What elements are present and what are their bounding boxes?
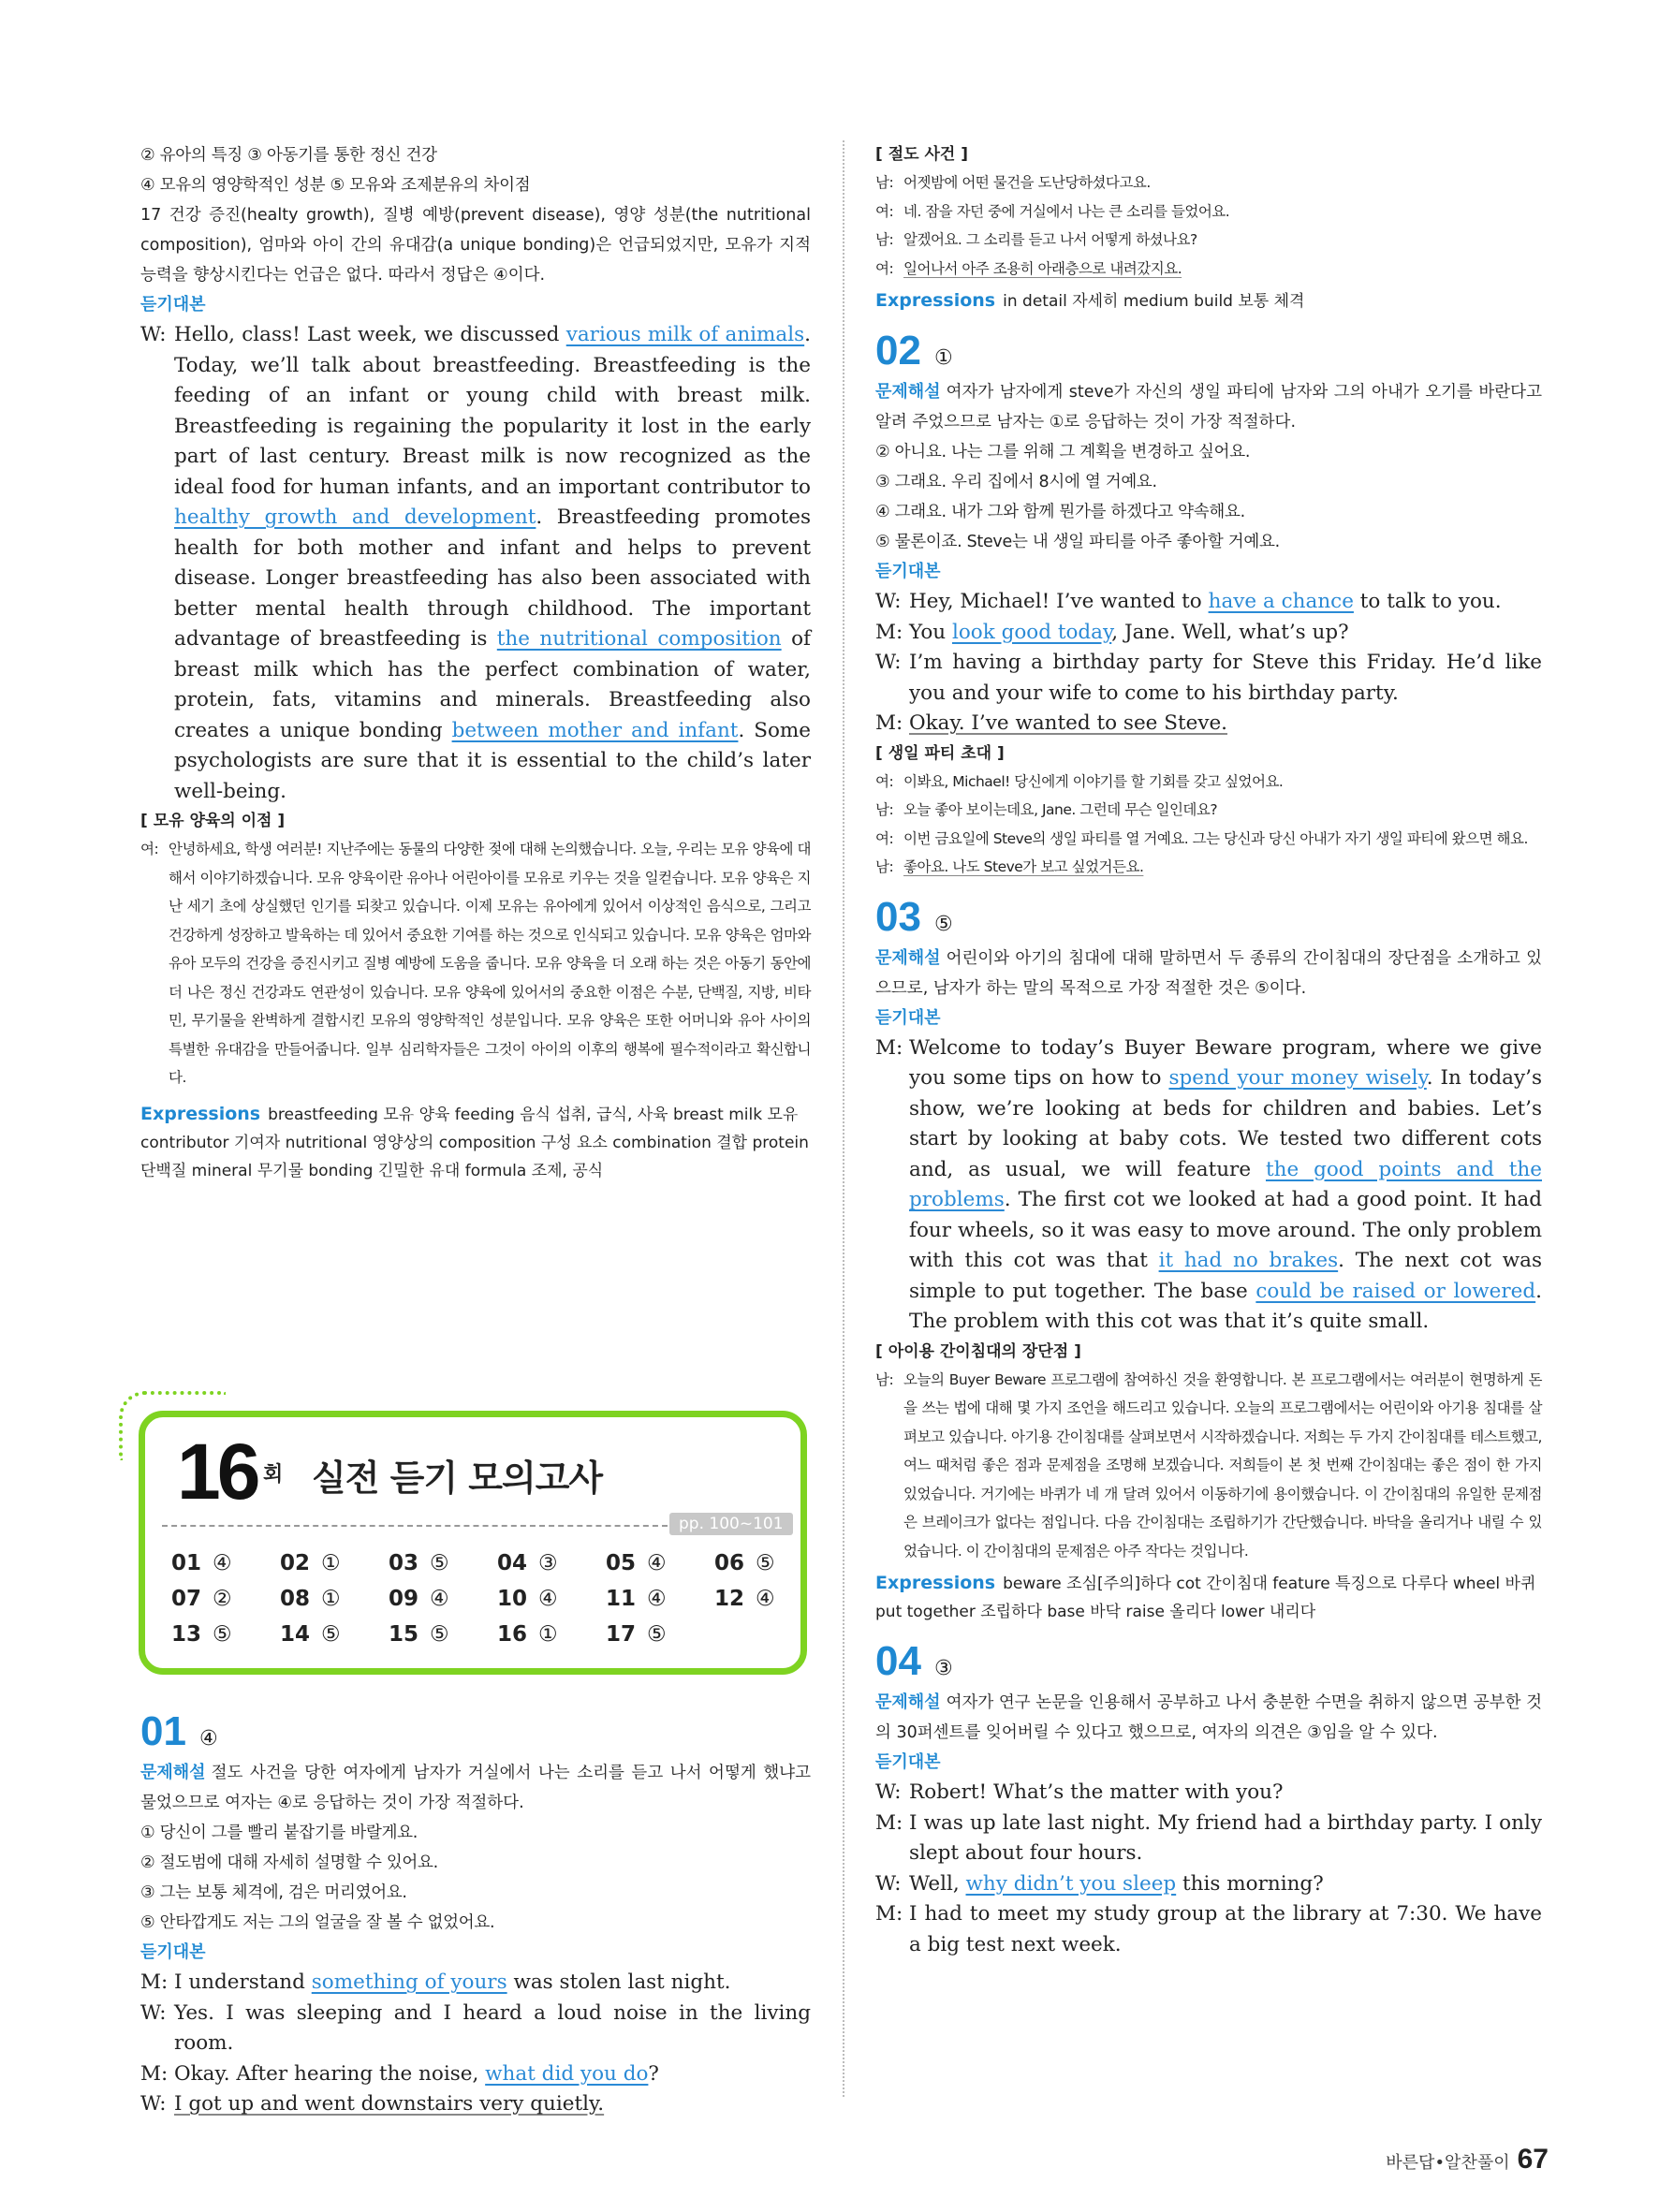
answer-question-number: 04 [497,1551,528,1575]
answer-cell [389,1584,497,1614]
test-number: 16 [177,1428,257,1516]
blank-answer: what did you do [485,2061,649,2086]
translation-dialogue [875,768,1542,882]
option-line: ② 아니요. 나는 그를 위해 그 계획을 변경하고 싶어요. [875,443,1251,461]
script-label: 듣기대본 [875,1752,941,1772]
dialogue-line: M: You look good today, Jane. Well, what’s up? [875,620,1349,644]
answer-cell [714,1548,823,1578]
translation-line: 남: 어젯밤에 어떤 물건을 도난당하셨다고요. [875,174,1151,191]
script-passage: M: Welcome to today’s Buyer Beware program, where we give you some tips on how to spend your money wisely. In today’s show, we’re looking at beds for children and babies. Let’s start by looking at baby cots. We tested two different cots and, as usual, we will feature the good points and the problems. The first cot we looked at had a good point. It had four wheels, so it was easy to move around. The only problem with this cot was that it had no brakes. The next cot was simple to put together. The base could be raised or lowered. The problem with this cot was that it’s quite small. [875,1035,1542,1333]
answer-choice: ① [321,1551,341,1575]
column-divider [843,140,845,2097]
blank-answer: could be raised or lowered [1255,1279,1536,1303]
answer-cell [280,1548,389,1578]
option-line: ② 절도범에 대해 자세히 설명할 수 있어요. [140,1853,438,1872]
solution: 문제해설 어린이와 아기의 침대에 대해 말하면서 두 종류의 간이침대의 장단점을 소개하고 있으므로, 남자가 하는 말의 목적으로 가장 적절한 것은 ⑤이다. [875,947,1542,998]
answer-cell [497,1619,606,1649]
answer-cell [606,1584,714,1614]
script-passage: W: Hello, class! Last week, we discussed various milk of animals. Today, we’ll talk about breastfeeding. Breastfeeding is the feeding of an infant or young child with breast milk. Breastfeeding is regaining the popularity it lost in the early part of last century. Breast milk is now recognized as the ideal food for human infants, and an important contributor to healthy growth and development. Breastfeeding promotes health for both mother and infant and helps to prevent disease. Longer breastfeeding has also been associated with better mental health through childhood. The important advantage of breastfeeding is the nutritional composition of breast milk which has the perfect combination of water, protein, fats, vitamins and minerals. Breastfeeding also creates a unique bonding between mother and infant. Some psychologists are sure that it is essential to the child’s later well-being. [140,323,812,803]
translation-passage: 남: 오늘의 Buyer Beware 프로그램에 참여하신 것을 환영합니다. 본 프로그램에서는 여러분이 현명하게 돈을 쓰는 법에 대해 몇 가지 조언을 해드리고 있습니다. 오늘의 프로그램에서는 어린이와 아기용 침대를 살펴보고 있습니다. 아기용 간이침대를 살펴보면서 시작하겠습니다. 저희는 두 가지 간이침대를 테스트했고, 여느 때처럼 좋은 점과 문제점을 조명해 보겠습니다. 저희들이 본 첫 번째 간이침대는 좋은 점이 한 가지 있었습니다. 거기에는 바퀴가 네 개 달려 있어서 이동하기에 용이했습니다. 이 간이침대의 유일한 문제점은 브레이크가 없다는 점입니다. 다음 간이침대는 조립하기가 간단했습니다. 바닥을 올리거나 내릴 수 있었습니다. 이 간이침대의 문제점은 아주 작다는 것입니다. [875,1370,1542,1560]
translation-line: 여: 이번 금요일에 Steve의 생일 파티를 열 거예요. 그는 당신과 당신 아내가 자기 생일 파티에 왔으면 해요. [875,829,1528,847]
expressions: Expressions in detail 자세히 medium build 보통 체격 [875,290,1305,311]
answer-choice: ① [538,1622,558,1647]
script-dialogue [140,1968,811,2120]
option-line: ④ 그래요. 내가 그와 함께 뭔가를 하겠다고 약속해요. [875,503,1245,521]
dialogue-line: M: I understand something of yours was stolen last night. [140,1970,731,1994]
answer-choice: ⑤ [430,1551,449,1575]
question-number: 01 [140,1708,186,1754]
answer-cell [280,1619,389,1649]
answer-question-number: 12 [714,1587,745,1611]
script-dialogue [875,1778,1542,1960]
dialogue-line: W: Yes. I was sleeping and I heard a loud noise in the living room. [140,2000,811,2055]
answer-question-number: 16 [497,1622,528,1647]
translation-title: [ 모유 양육의 이점 ] [140,812,286,830]
translation-line: 남: 알겠어요. 그 소리를 듣고 나서 어떻게 하셨나요? [875,231,1197,248]
question-01 [140,1696,811,2120]
blank-answer: between mother and infant [451,718,739,742]
underlined-answer: I got up and went downstairs very quietly. [174,2092,605,2116]
blank-answer: it had no brakes [1158,1249,1339,1272]
dialogue-line: M: Okay. After hearing the noise, what did you do? [140,2061,659,2086]
answer-cell [497,1548,606,1578]
translation-line: 남: 좋아요. 나도 Steve가 보고 싶었거든요. [875,858,1144,875]
expressions: Expressions breastfeeding 모유 양육 feeding 음식 섭취, 급식, 사육 breast milk 모유 contributor 기여자 nutritional 영양상의 composition 구성 요소 combination 결합 protein 단백질 mineral 무기물 bonding 긴밀한 유대 formula 조제, 공식 [140,1103,809,1180]
translation-passage: 여: 안녕하세요, 학생 여러분! 지난주에는 동물의 다양한 젖에 대해 논의했습니다. 오늘, 우리는 모유 양육에 대해서 이야기하겠습니다. 모유 양육이란 유아나 어린아이를 모유로 키우는 것을 일컫습니다. 모유 양육은 지난 세기 초에 상실했던 인기를 되찾고 있습니다. 이제 모유는 유아에게 있어서 이상적인 음식으로, 그리고 건강하게 성장하고 발육하는 데 있어서 중요한 기여를 하는 것으로 인식되고 있습니다. 모유 양육은 엄마와 유아 모두의 건강을 증진시키고 질병 예방에 도움을 줍니다. 모유 양육을 더 오래 하는 것은 아동기 동안에 더 나은 정신 건강과도 연관성이 있습니다. 모유 양육에 있어서의 중요한 이점은 수분, 단백질, 지방, 비타민, 무기물을 완벽하게 결합시킨 모유의 영양학적인 성분입니다. 모유 양육은 또한 어머니와 유아 사이의 특별한 유대감을 만들어줍니다. 일부 심리학자들은 그것이 아이의 이후의 행복에 필수적이라고 확신합니다. [140,841,811,1086]
dialogue-line: W: I got up and went downstairs very quietly. [140,2092,605,2116]
answer-choice: ④ [430,1587,449,1611]
answer-choice: ① [321,1587,341,1611]
answer-choice: ⑤ [321,1622,341,1647]
answer-choice: ④ [647,1587,667,1611]
answer-choice: ⑤ [756,1551,775,1575]
translation-dialogue [875,168,1542,283]
question-answer: ⑤ [933,912,953,936]
page-number: 67 [1517,2144,1549,2175]
answer-choice: ④ [647,1551,667,1575]
answer-cell [389,1619,497,1649]
blank-answer: why didn’t you sleep [965,1871,1177,1896]
answer-question-number: 10 [497,1587,528,1611]
solution: 문제해설 절도 사건을 당한 여자에게 남자가 거실에서 나는 소리를 듣고 나서 어떻게 했냐고 물었으므로 여자는 ④로 응답하는 것이 가장 적절하다. [140,1763,811,1812]
answer-choice: ④ [756,1587,775,1611]
answer-cell [606,1548,714,1578]
dialogue-line: W: I’m having a birthday party for Steve this Friday. He’d like you and your wife to come to his birthday party. [875,651,1542,705]
solution: 문제해설 여자가 남자에게 steve가 자신의 생일 파티에 남자와 그의 아내가 오기를 바란다고 알려 주었으므로 남자는 ①로 응답하는 것이 가장 적절하다. [875,382,1542,432]
answer-choice: ⑤ [647,1622,667,1647]
answer-question-number: 06 [714,1551,745,1575]
question-answer: ④ [198,1727,218,1751]
answer-choice: ③ [538,1551,558,1575]
script-label: 듣기대본 [875,562,941,581]
expressions: Expressions beware 조심[주의]하다 cot 간이침대 feature 특징으로 다루다 wheel 바퀴 put together 조립하다 base 바닥 raise 올리다 lower 내리다 [875,1573,1536,1621]
page-footer [1386,2144,1549,2175]
question-number: 04 [875,1638,921,1684]
answer-cell [714,1584,823,1614]
option-line: ① 당신이 그를 빨리 붙잡기를 바랄게요. [140,1824,418,1842]
script-label: 듣기대본 [140,295,206,315]
answer-question-number: 17 [606,1622,637,1647]
question-answer: ③ [933,1657,953,1680]
blank-answer: look good today [951,620,1112,644]
answer-question-number: 07 [171,1587,202,1611]
test-title: 실전 듣기 모의고사 [312,1458,603,1499]
dialogue-line: M: I had to meet my study group at the library at 7:30. We have a big test next week. [875,1902,1542,1956]
answer-choice: ② [213,1587,232,1611]
translation-title: [ 아이용 간이침대의 장단점 ] [875,1341,1081,1361]
answer-grid [171,1548,823,1649]
answer-cell [606,1619,714,1649]
solution-17: 17 건강 증진(healty growth), 질병 예방(prevent disease), 영양 성분(the nutritional composition), 엄마와 아이 간의 유대감(a unique bonding)은 언급되었지만, 모유가 지적 능력을 향상시킨다는 언급은 없다. 따라서 정답은 ④이다. [140,206,811,285]
script-label: 듣기대본 [140,1942,206,1962]
test-number-suffix: 회 [263,1463,284,1487]
answer-cell [171,1548,280,1578]
blank-answer: something of yours [311,1970,507,1994]
script-label: 듣기대본 [875,1007,941,1028]
answer-cell [389,1548,497,1578]
answer-cell [497,1584,606,1614]
question-number: 02 [875,328,921,374]
blank-answer: the nutritional composition [496,627,782,651]
dialogue-line: M: Okay. I’ve wanted to see Steve. [875,711,1228,735]
answer-question-number: 03 [389,1551,419,1575]
answer-question-number: 13 [171,1622,202,1647]
translation-line: 여: 네. 잠을 자던 중에 거실에서 나는 큰 소리를 들었어요. [875,202,1230,220]
answer-key-box [139,1411,807,1675]
option-line: ⑤ 물론이죠. Steve는 내 생일 파티를 아주 좋아할 거예요. [875,533,1280,551]
dialogue-line: M: I was up late last night. My friend had a birthday party. I only slept about four hours. [875,1810,1542,1865]
option-line: ④ 모유의 영양학적인 성분 ⑤ 모유와 조제분유의 차이점 [140,176,531,195]
answer-question-number: 11 [606,1587,637,1611]
option-line: ③ 그래요. 우리 집에서 8시에 열 거예요. [875,473,1157,491]
question-number: 03 [875,893,921,940]
blank-answer: the good points and the problems [909,1157,1542,1211]
answer-choice: ⑤ [213,1622,232,1647]
answer-question-number: 05 [606,1551,637,1575]
dialogue-line: W: Hey, Michael! I’ve wanted to have a chance to talk to you. [875,590,1502,613]
right-column [875,140,1542,1960]
blank-answer: spend your money wisely [1168,1066,1427,1090]
script-dialogue [875,587,1542,740]
answer-question-number: 08 [280,1587,311,1611]
answer-question-number: 09 [389,1587,419,1611]
translation-line: 남: 오늘 좋아 보이는데요, Jane. 그런데 무슨 일인데요? [875,801,1218,818]
blank-answer: have a chance [1208,590,1354,613]
book-title: 바른답•알찬풀이 [1386,2153,1510,2173]
answer-question-number: 02 [280,1551,311,1575]
answer-choice: ⑤ [430,1622,449,1647]
dashed-divider [162,1525,668,1527]
answer-choice: ④ [538,1587,558,1611]
left-column [140,140,811,1185]
blank-answer: healthy growth and development [174,505,536,529]
option-line: ③ 그는 보통 체격에, 검은 머리였어요. [140,1883,407,1902]
solution: 문제해설 여자가 연구 논문을 인용해서 공부하고 나서 충분한 수면을 취하지 않으면 공부한 것의 30퍼센트를 잊어버릴 수 있다고 했으므로, 여자의 의견은 ③임을 알 수 있다. [875,1692,1542,1742]
translation-title: [ 생일 파티 초대 ] [875,743,1005,763]
translation-line: 여: 일어나서 아주 조용히 아래층으로 내려갔지요. [875,259,1182,277]
blank-answer: various milk of animals [565,323,805,346]
option-line: ② 유아의 특징 ③ 아동기를 통한 정신 건강 [140,146,437,165]
answer-cell [171,1619,280,1649]
answer-cell [171,1584,280,1614]
answer-question-number: 15 [389,1622,419,1647]
dialogue-line: W: Robert! What’s the matter with you? [875,1780,1284,1804]
answer-question-number: 14 [280,1622,311,1647]
answer-question-number: 01 [171,1551,202,1575]
translation-title: [ 절도 사건 ] [875,145,968,164]
answer-choice: ④ [213,1551,232,1575]
answer-cell [280,1584,389,1614]
dialogue-line: W: Well, why didn’t you sleep this morning? [875,1871,1324,1896]
option-line: ⑤ 안타깝게도 저는 그의 얼굴을 잘 볼 수 없었어요. [140,1913,495,1932]
page-range-badge: pp. 100~101 [669,1513,793,1535]
underlined-answer: Okay. I’ve wanted to see Steve. [909,711,1228,735]
question-answer: ① [933,346,953,370]
translation-line: 여: 이봐요, Michael! 당신에게 이야기를 할 기회를 갖고 싶었어요. [875,772,1284,790]
